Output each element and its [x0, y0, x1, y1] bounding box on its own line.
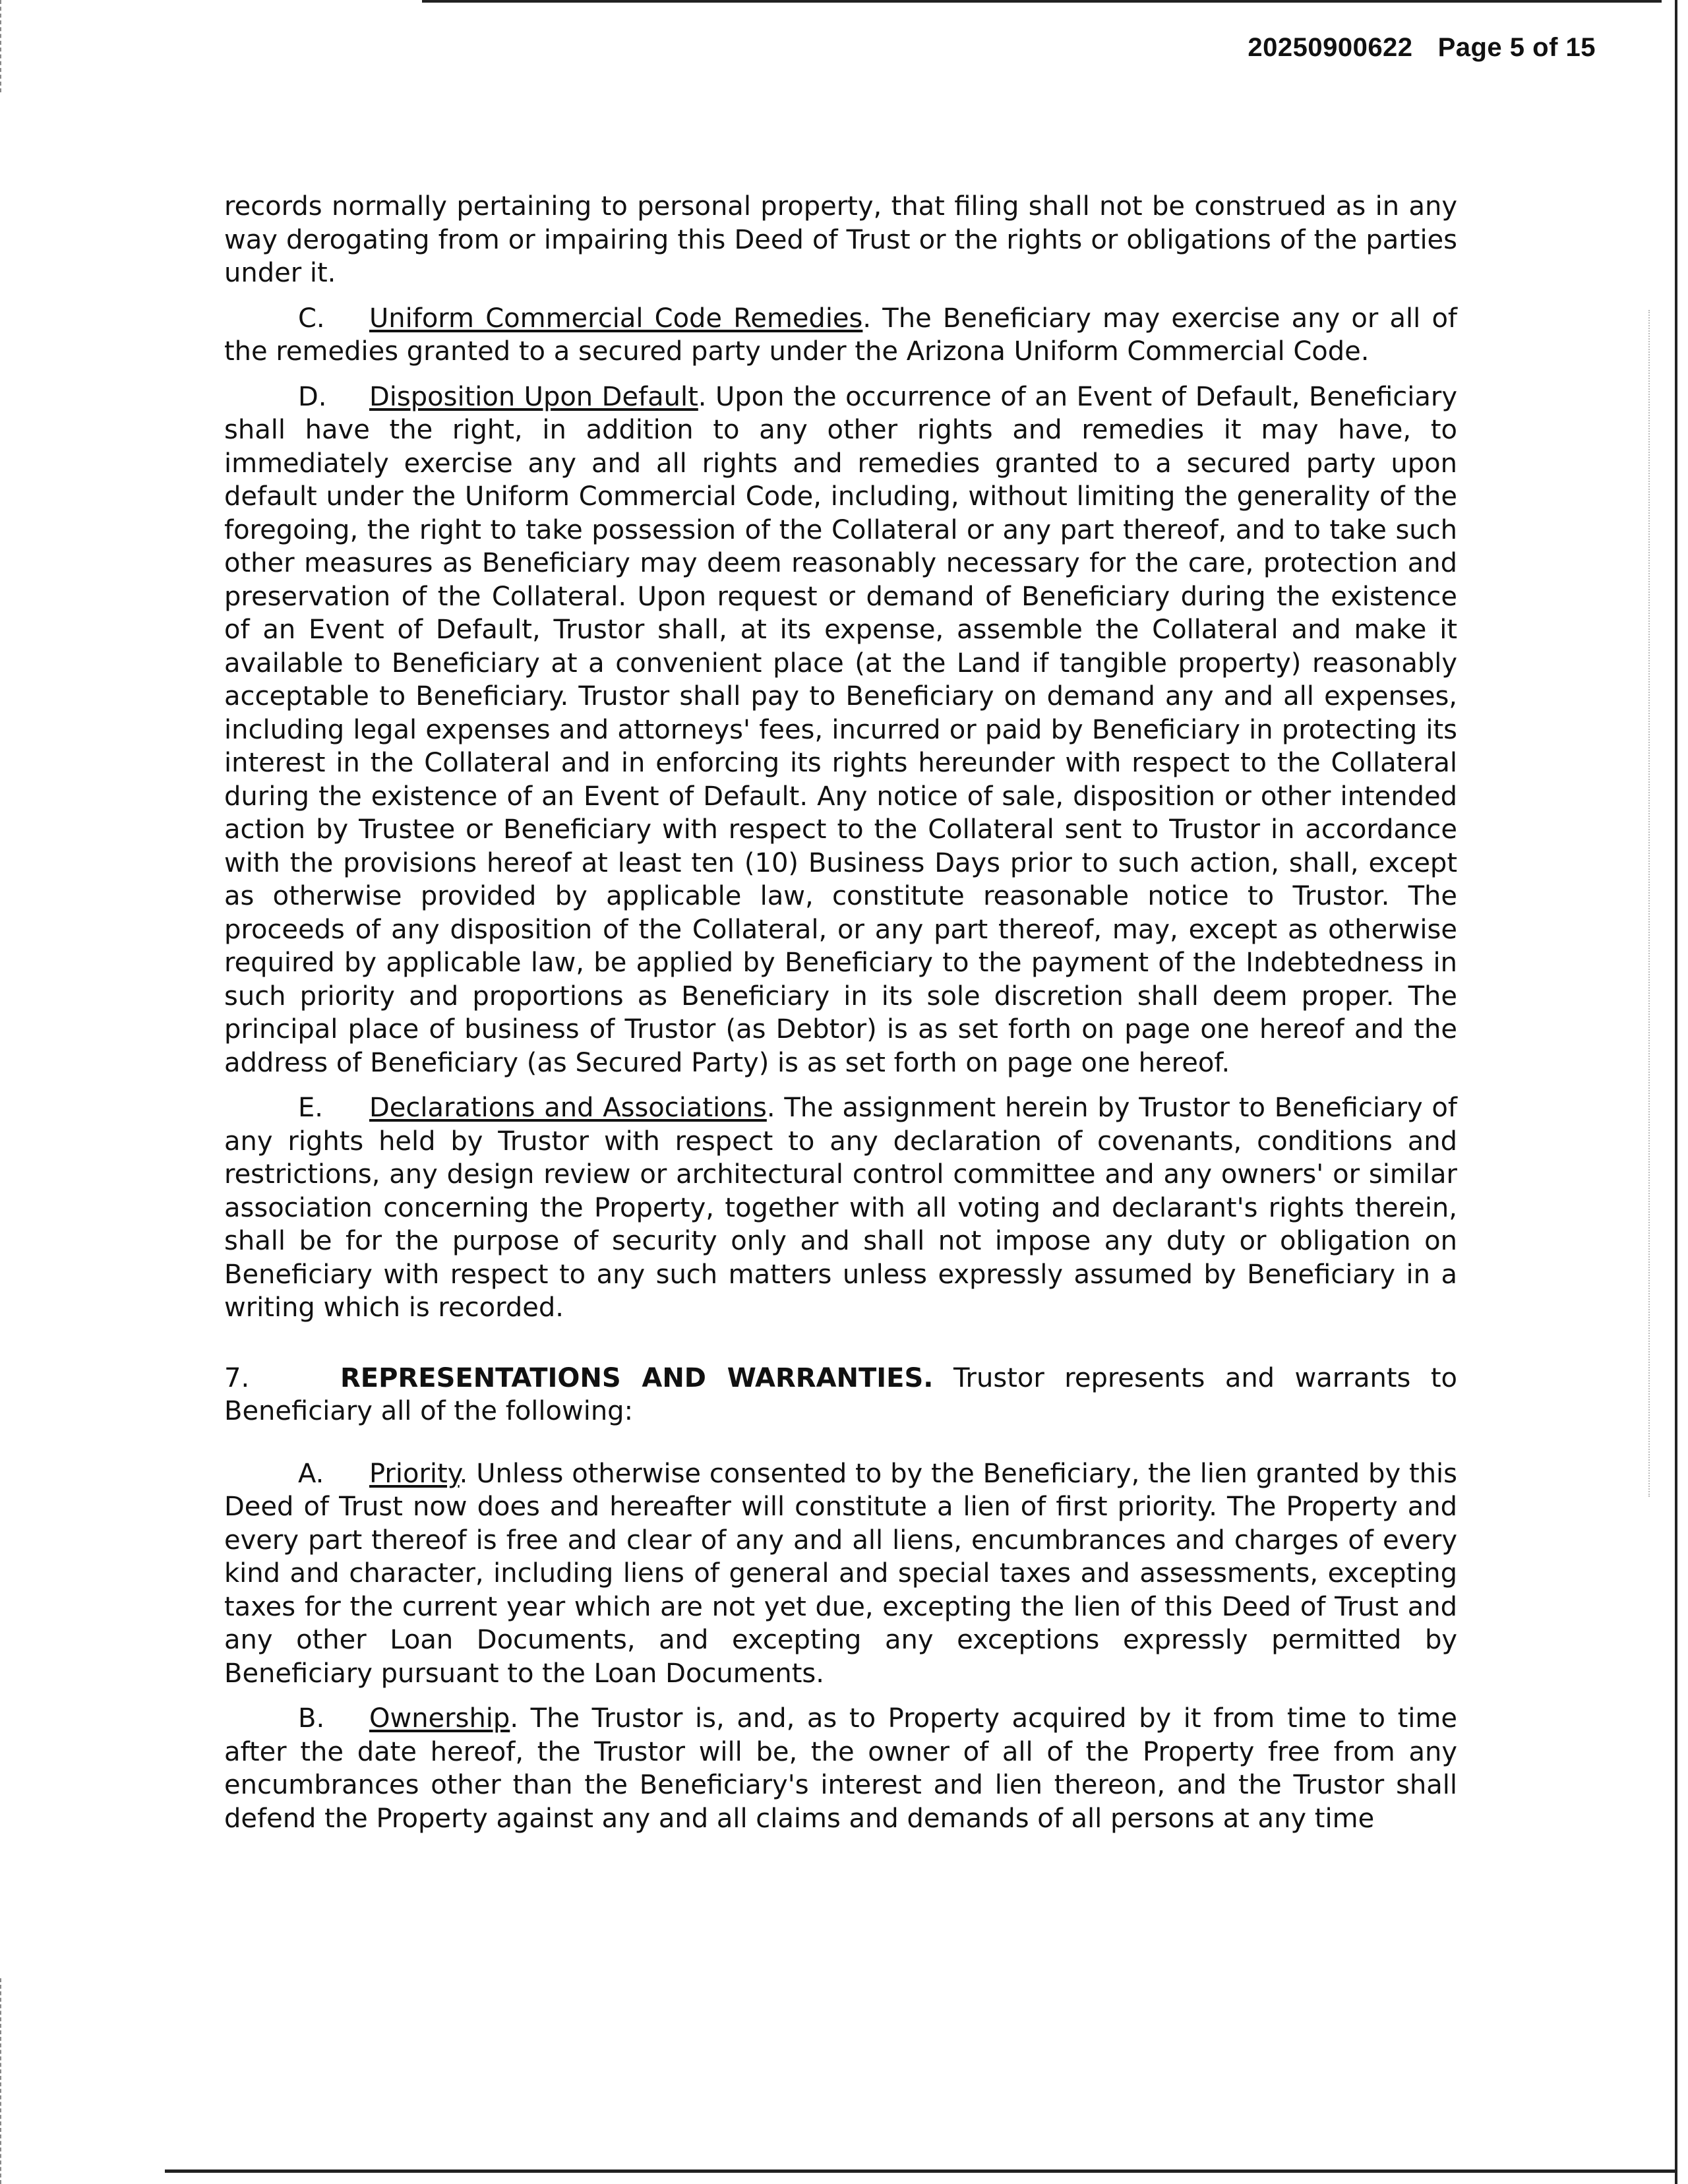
paragraph-d	[224, 380, 1457, 1080]
paragraph-7a	[224, 1457, 1457, 1691]
paragraph-e-label: E.	[298, 1093, 323, 1123]
paragraph-7a-label: A.	[298, 1458, 324, 1489]
paragraph-e	[224, 1091, 1457, 1325]
page-indicator: Page 5 of 15	[1437, 33, 1596, 62]
paragraph-7b	[224, 1702, 1457, 1835]
right-scan-edge	[1675, 0, 1677, 2184]
paragraph-7b-text: . The Trustor is, and, as to Property acquired by it from time to time after the date hereof, the Trustor will be, the owner of all of the Property free from any encumbrances other than the Beneficiary's interest and lien thereon, and the Trustor shall defend the Property against any and all claims and demands of all persons at any time	[224, 1703, 1457, 1834]
section-7-title: REPRESENTATIONS AND WARRANTIES.	[340, 1362, 934, 1393]
section-7-heading	[224, 1362, 1457, 1428]
paragraph-e-title: Declarations and Associations	[369, 1093, 767, 1123]
document-body	[224, 190, 1457, 1847]
bottom-scan-edge	[165, 2169, 1675, 2173]
recording-header	[1248, 33, 1596, 63]
paragraph-e-text: . The assignment herein by Trustor to Beneficiary of any rights held by Trustor with respect to any declaration of covenants, conditions and restrictions, any design review or architectural control committee and any owners' or similar association concerning the Property, together with all voting and declarant's rights therein, shall be for the purpose of security only and shall not impose any duty or obligation on Beneficiary with respect to any such matters unless expressly assumed by Beneficiary in a writing which is recorded.	[224, 1093, 1457, 1323]
paragraph-c-label: C.	[298, 303, 325, 334]
top-scan-edge	[422, 0, 1662, 3]
document-number: 20250900622	[1248, 33, 1413, 62]
paragraph-d-text: . Upon the occurrence of an Event of Default, Beneficiary shall have the right, in addition to any other rights and remedies it may have, to immediately exercise any and all rights and remedies granted to a secured party upon default under the Uniform Commercial Code, including, without limiting the generality of the foregoing, the right to take possession of the Collateral or any part thereof, and to take such other measures as Beneficiary may deem reasonably necessary for the care, protection and preservation of the Collateral. Upon request or demand of Beneficiary during the existence of an Event of Default, Trustor shall, at its expense, assemble the Collateral and make it available to Beneficiary at a convenient place (at the Land if tangible property) reasonably acceptable to Beneficiary. Trustor shall pay to Beneficiary on demand any and all expenses, including legal expenses and attorneys' fees, incurred or paid by Beneficiary in protecting its interest in the Collateral and in enforcing its rights hereunder with respect to the Collateral during the existence of an Event of Default. Any notice of sale, disposition or other intended action by Trustee or Beneficiary with respect to the Collateral sent to Trustor in accordance with the provisions hereof at least ten (10) Business Days prior to such action, shall, except as otherwise provided by applicable law, constitute reasonable notice to Trustor. The proceeds of any disposition of the Collateral, or any part thereof, may, except as otherwise required by applicable law, be applied by Beneficiary to the payment of the Indebtedness in such priority and proportions as Beneficiary in its sole discretion shall deem proper. The principal place of business of Trustor (as Debtor) is as set forth on page one hereof and the address of Beneficiary (as Secured Party) is as set forth on page one hereof.	[224, 381, 1457, 1078]
left-scan-marks-bottom	[0, 1978, 4, 2184]
section-7-number: 7.	[224, 1362, 250, 1393]
right-scan-artifacts	[1648, 310, 1652, 1497]
paragraph-c-text: . The Beneficiary may exercise any or all of the remedies granted to a secured party under the Arizona Uniform Commercial Code.	[224, 303, 1457, 367]
paragraph-7a-text: . Unless otherwise consented to by the Beneficiary, the lien granted by this Deed of Trust now does and hereafter will constitute a lien of first priority. The Property and every part thereof is free and clear of any and all liens, encumbrances and charges of every kind and character, including liens of general and special taxes and assessments, excepting taxes for the current year which are not yet due, excepting the lien of this Deed of Trust and any other Loan Documents, and excepting any exceptions expressly permitted by Beneficiary pursuant to the Loan Documents.	[224, 1458, 1457, 1689]
paragraph-c-title: Uniform Commercial Code Remedies	[369, 303, 863, 334]
paragraph-c	[224, 302, 1457, 369]
paragraph-d-label: D.	[298, 381, 327, 412]
section-7-text: Trustor represents and warrants to Beneficiary all of the following:	[224, 1362, 1457, 1426]
paragraph-d-title: Disposition Upon Default	[369, 381, 698, 412]
paragraph-7b-title: Ownership	[369, 1703, 510, 1734]
paragraph-7a-title: Priority	[369, 1458, 460, 1489]
paragraph-continuation: records normally pertaining to personal property, that filing shall not be construed as in any way derogating from or impairing this Deed of Trust or the rights or obligations of the parties under it.	[224, 191, 1457, 288]
left-scan-marks-top	[0, 0, 4, 92]
paragraph-7b-label: B.	[298, 1703, 325, 1734]
